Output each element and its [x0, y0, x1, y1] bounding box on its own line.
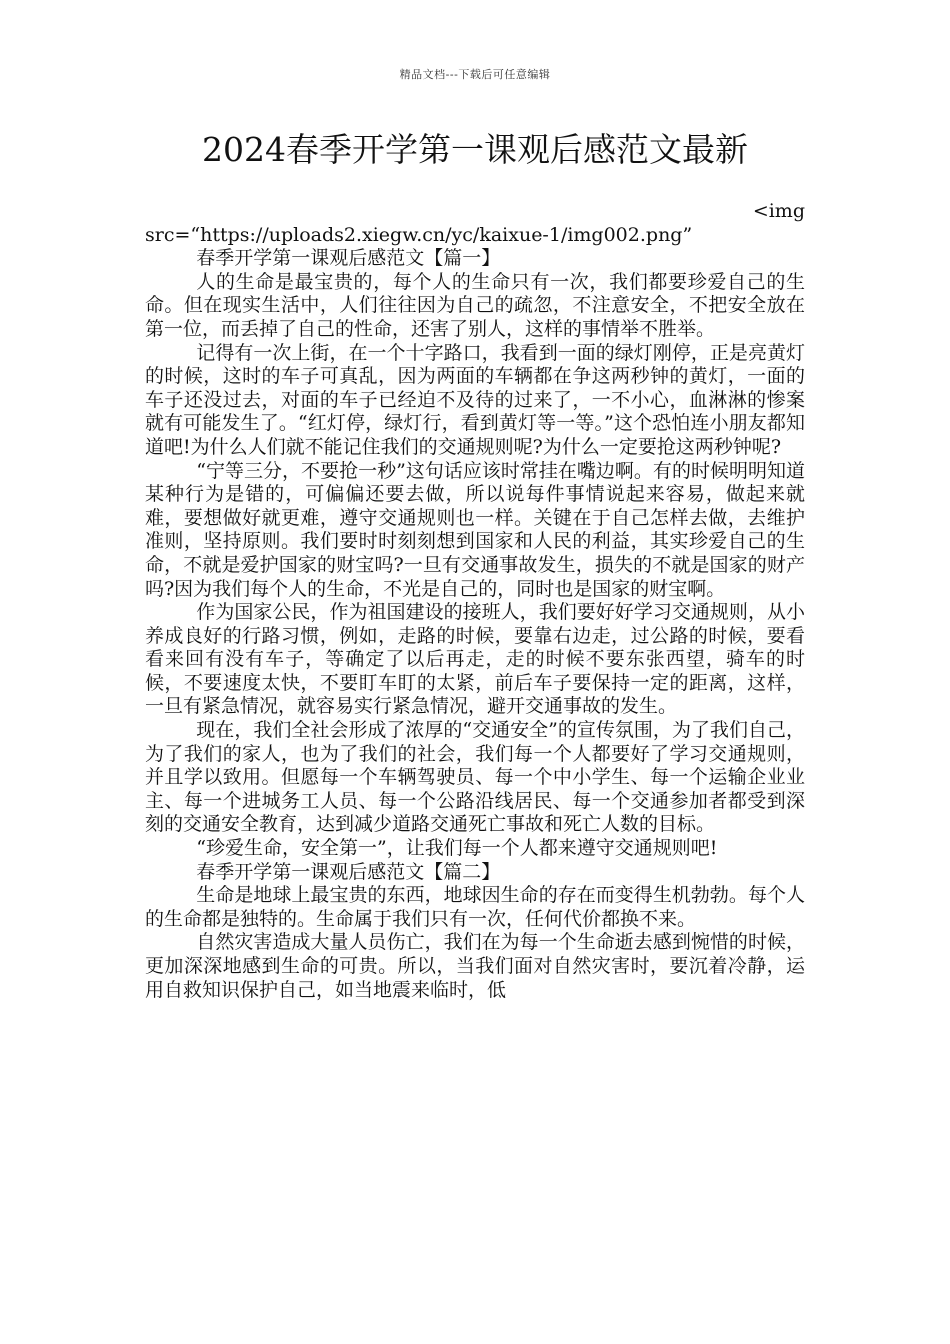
paragraph: 作为国家公民，作为祖国建设的接班人，我们要好好学习交通规则，从小养成良好的行路习惯，例如，走路的时候，要靠右边走，过公路的时候，要看看来回有没有车子，等确定了以后再走，走的时候不要东张西望，骑车的时候，不要速度太快，不要盯车盯的太紧，前后车子要保持一定的距离，这样，一旦有紧急情况，就容易实行紧急情况，避开交通事故的发生。 [145, 601, 805, 718]
header-note: 精品文档---下载后可任意编辑 [399, 68, 551, 81]
document-body [145, 200, 805, 1002]
paragraph: 记得有一次上街，在一个十字路口，我看到一面的绿灯刚停，正是亮黄灯的时候，这时的车子可真乱，因为两面的车辆都在争这两秒钟的黄灯，一面的车子还没过去，对面的车子已经迫不及待的过来了，一不小心，血淋淋的惨案就有可能发生了。“红灯停，绿灯行，看到黄灯等一等。”这个恐怕连小朋友都知道吧!为什么人们就不能记住我们的交通规则呢?为什么一定要抢这两秒钟呢? [145, 341, 805, 458]
paragraph: “宁等三分，不要抢一秒”这句话应该时常挂在嘴边啊。有的时候明明知道某种行为是错的，可偏偏还要去做，所以说每件事情说起来容易，做起来就难，要想做好就更难，遵守交通规则也一样。关键在于自己怎样去做，去维护准则，坚持原则。我们要时时刻刻想到国家和人民的利益，其实珍爱自己的生命，不就是爱护国家的财宝吗?一旦有交通事故发生，损失的不就是国家的财产吗?因为我们每个人的生命，不光是自己的，同时也是国家的财宝啊。 [145, 459, 805, 600]
paragraph: 自然灾害造成大量人员伤亡，我们在为每一个生命逝去感到惋惜的时候，更加深深地感到生命的可贵。所以，当我们面对自然灾害时，要沉着冷静，运用自救知识保护自己，如当地震来临时，低 [145, 931, 805, 1001]
paragraph: “珍爱生命，安全第一”，让我们每一个人都来遵守交通规则吧! [196, 837, 718, 860]
image-reference-line-1: <img [752, 200, 805, 222]
paragraph: 生命是地球上最宝贵的东西，地球因生命的存在而变得生机勃勃。每个人的生命都是独特的。生命属于我们只有一次，任何代价都换不来。 [145, 884, 805, 930]
document-title: 2024春季开学第一课观后感范文最新 [202, 130, 748, 169]
image-reference-line-2: src=“https://uploads2.xiegw.cn/yc/kaixue-1/img002.png” [145, 223, 693, 246]
section-heading-2: 春季开学第一课观后感范文【篇二】 [196, 860, 501, 883]
paragraph: 人的生命是最宝贵的，每个人的生命只有一次，我们都要珍爱自己的生命。但在现实生活中，人们往往因为自己的疏忽，不注意安全，不把安全放在第一位，而丢掉了自己的性命，还害了别人，这样的事情举不胜举。 [145, 270, 805, 340]
paragraph: 现在，我们全社会形成了浓厚的“交通安全”的宣传氛围，为了我们自己，为了我们的家人，也为了我们的社会，我们每一个人都要好了学习交通规则，并且学以致用。但愿每一个车辆驾驶员、每一个中小学生、每一个运输企业业主、每一个进城务工人员、每一个公路沿线居民、每一个交通参加者都受到深刻的交通安全教育，达到减少道路交通死亡事故和死亡人数的目标。 [145, 719, 805, 836]
section-heading-1: 春季开学第一课观后感范文【篇一】 [196, 247, 501, 270]
